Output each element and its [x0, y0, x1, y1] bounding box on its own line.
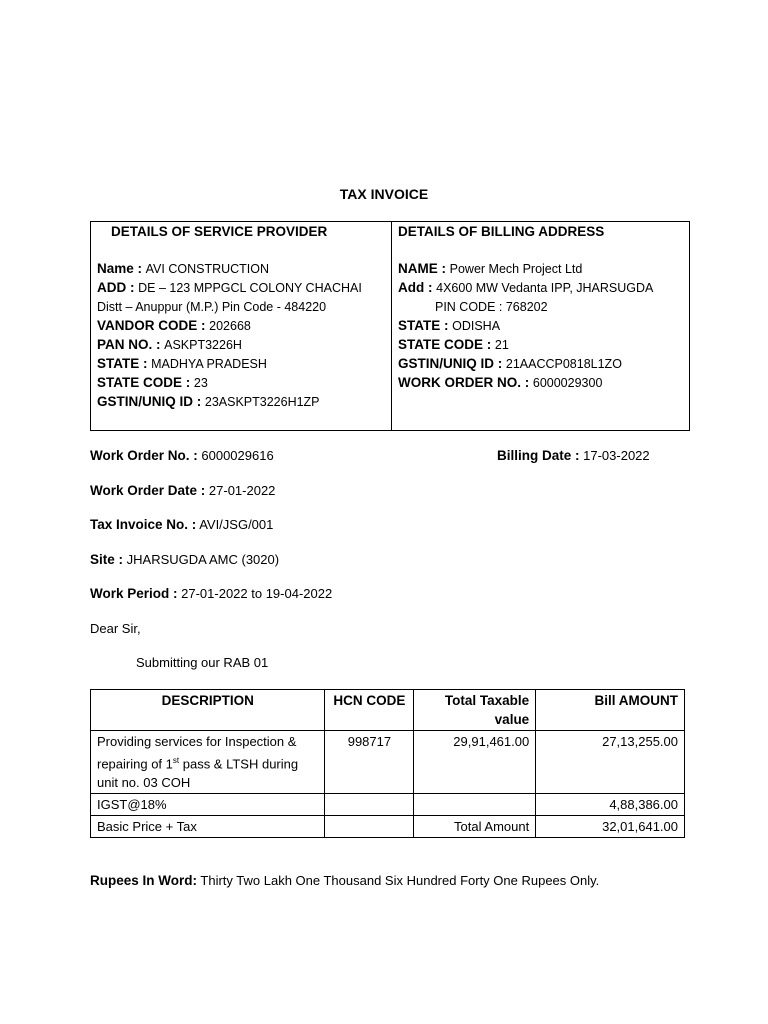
row2-bill-amount: 4,88,386.00 — [536, 794, 685, 816]
invoice-title: TAX INVOICE — [339, 186, 429, 202]
provider-name-label: Name : — [97, 261, 143, 276]
provider-gstin-line — [97, 392, 320, 411]
work-order-date-label: Work Order Date : — [90, 483, 206, 498]
billing-address-heading: DETAILS OF BILLING ADDRESS — [398, 224, 605, 239]
header-description: DESCRIPTION — [91, 690, 325, 731]
tax-invoice-no: AVI/JSG/001 — [199, 517, 274, 532]
header-taxable-value: Total Taxable value — [414, 690, 536, 731]
provider-address-line — [97, 278, 362, 297]
details-box — [90, 221, 690, 431]
billing-gstin-line — [398, 354, 622, 373]
tax-invoice-no-label: Tax Invoice No. : — [90, 517, 197, 532]
salutation: Dear Sir, — [90, 621, 141, 636]
work-order-no-field — [90, 447, 274, 465]
provider-vendor-label: VANDOR CODE : — [97, 318, 206, 333]
column-divider — [391, 222, 392, 430]
provider-address-line-2 — [97, 297, 326, 316]
table-row — [91, 816, 685, 838]
provider-pan-line — [97, 335, 242, 354]
billing-state-line — [398, 316, 500, 335]
row1-description — [91, 731, 325, 794]
billing-state-code: 21 — [494, 338, 509, 352]
work-period-field — [90, 585, 332, 603]
row1-description-line-3: unit no. 03 COH — [97, 775, 191, 791]
row1-description-line-1: Providing services for Inspection & — [97, 734, 297, 749]
billing-work-order-label: WORK ORDER NO. : — [398, 375, 530, 390]
provider-address-label: ADD : — [97, 280, 135, 295]
invoice-items-table — [90, 689, 685, 838]
billing-name: Power Mech Project Ltd — [449, 262, 583, 276]
billing-address-label: Add : — [398, 280, 433, 295]
billing-gstin-label: GSTIN/UNIQ ID : — [398, 356, 503, 371]
row3-hcn-code — [325, 816, 414, 838]
row2-taxable-value — [414, 794, 536, 816]
provider-vendor-line — [97, 316, 251, 335]
billing-state-code-line — [398, 335, 509, 354]
provider-vendor-code: 202668 — [209, 319, 251, 333]
provider-state-code: 23 — [193, 376, 208, 390]
provider-gstin: 23ASKPT3226H1ZP — [204, 395, 320, 409]
site-field — [90, 551, 279, 569]
row1-description-line-2-pre: repairing of 1 — [97, 756, 173, 772]
provider-name: AVI CONSTRUCTION — [145, 262, 270, 276]
billing-pin-line — [435, 297, 548, 316]
row1-taxable-value: 29,91,461.00 — [414, 731, 536, 794]
billing-date-label: Billing Date : — [497, 448, 580, 463]
table-row — [91, 731, 685, 794]
rupees-in-words-label: Rupees In Word: — [90, 873, 198, 888]
billing-pin-code: PIN CODE : 768202 — [435, 300, 548, 314]
row3-total-label: Total Amount — [414, 816, 536, 838]
billing-date-field — [497, 447, 650, 465]
rupees-in-words — [90, 873, 599, 888]
billing-work-order: 6000029300 — [532, 376, 603, 390]
table-row — [91, 794, 685, 816]
provider-address-2: Distt – Anuppur (M.P.) Pin Code - 484220 — [97, 300, 327, 314]
row1-description-line-2-post: pass & LTSH during — [179, 756, 299, 772]
row1-bill-amount: 27,13,255.00 — [536, 731, 685, 794]
billing-work-order-line — [398, 373, 602, 392]
row1-ordinal-suffix: st — [172, 756, 180, 765]
tax-invoice-no-field — [90, 516, 273, 534]
site-label: Site : — [90, 552, 124, 567]
billing-address: 4X600 MW Vedanta IPP, JHARSUGDA — [436, 281, 654, 295]
billing-name-line — [398, 259, 582, 278]
row3-description: Basic Price + Tax — [91, 816, 325, 838]
row1-hcn-code: 998717 — [325, 731, 414, 794]
table-header-row — [91, 690, 685, 731]
work-order-date-field — [90, 482, 275, 500]
billing-state-label: STATE : — [398, 318, 449, 333]
row2-description: IGST@18% — [91, 794, 325, 816]
service-provider-heading: DETAILS OF SERVICE PROVIDER — [111, 224, 328, 239]
billing-address-line — [398, 278, 653, 297]
billing-state-code-label: STATE CODE : — [398, 337, 492, 352]
work-order-date: 27-01-2022 — [208, 483, 276, 498]
billing-name-label: NAME : — [398, 261, 446, 276]
row2-hcn-code — [325, 794, 414, 816]
provider-gstin-label: GSTIN/UNIQ ID : — [97, 394, 202, 409]
work-order-no-label: Work Order No. : — [90, 448, 198, 463]
provider-name-line — [97, 259, 269, 278]
provider-state: MADHYA PRADESH — [151, 357, 267, 371]
provider-state-code-line — [97, 373, 208, 392]
provider-pan: ASKPT3226H — [164, 338, 242, 352]
billing-date: 17-03-2022 — [583, 448, 650, 463]
header-bill-amount: Bill AMOUNT — [536, 690, 685, 731]
billing-state: ODISHA — [452, 319, 501, 333]
row3-total-amount: 32,01,641.00 — [536, 816, 685, 838]
provider-address: DE – 123 MPPGCL COLONY CHACHAI — [138, 281, 362, 295]
provider-state-label: STATE : — [97, 356, 148, 371]
provider-state-code-label: STATE CODE : — [97, 375, 191, 390]
work-order-no: 6000029616 — [201, 448, 274, 463]
billing-gstin: 21AACCP0818L1ZO — [505, 357, 622, 371]
rupees-in-words-value: Thirty Two Lakh One Thousand Six Hundred Forty One Rupees Only. — [200, 873, 600, 888]
header-hcn-code: HCN CODE — [325, 690, 414, 731]
provider-state-line — [97, 354, 267, 373]
work-period-label: Work Period : — [90, 586, 178, 601]
site-value: JHARSUGDA AMC (3020) — [126, 552, 280, 567]
work-period: 27-01-2022 to 19-04-2022 — [181, 586, 333, 601]
provider-pan-label: PAN NO. : — [97, 337, 161, 352]
intro-text: Submitting our RAB 01 — [136, 655, 269, 670]
